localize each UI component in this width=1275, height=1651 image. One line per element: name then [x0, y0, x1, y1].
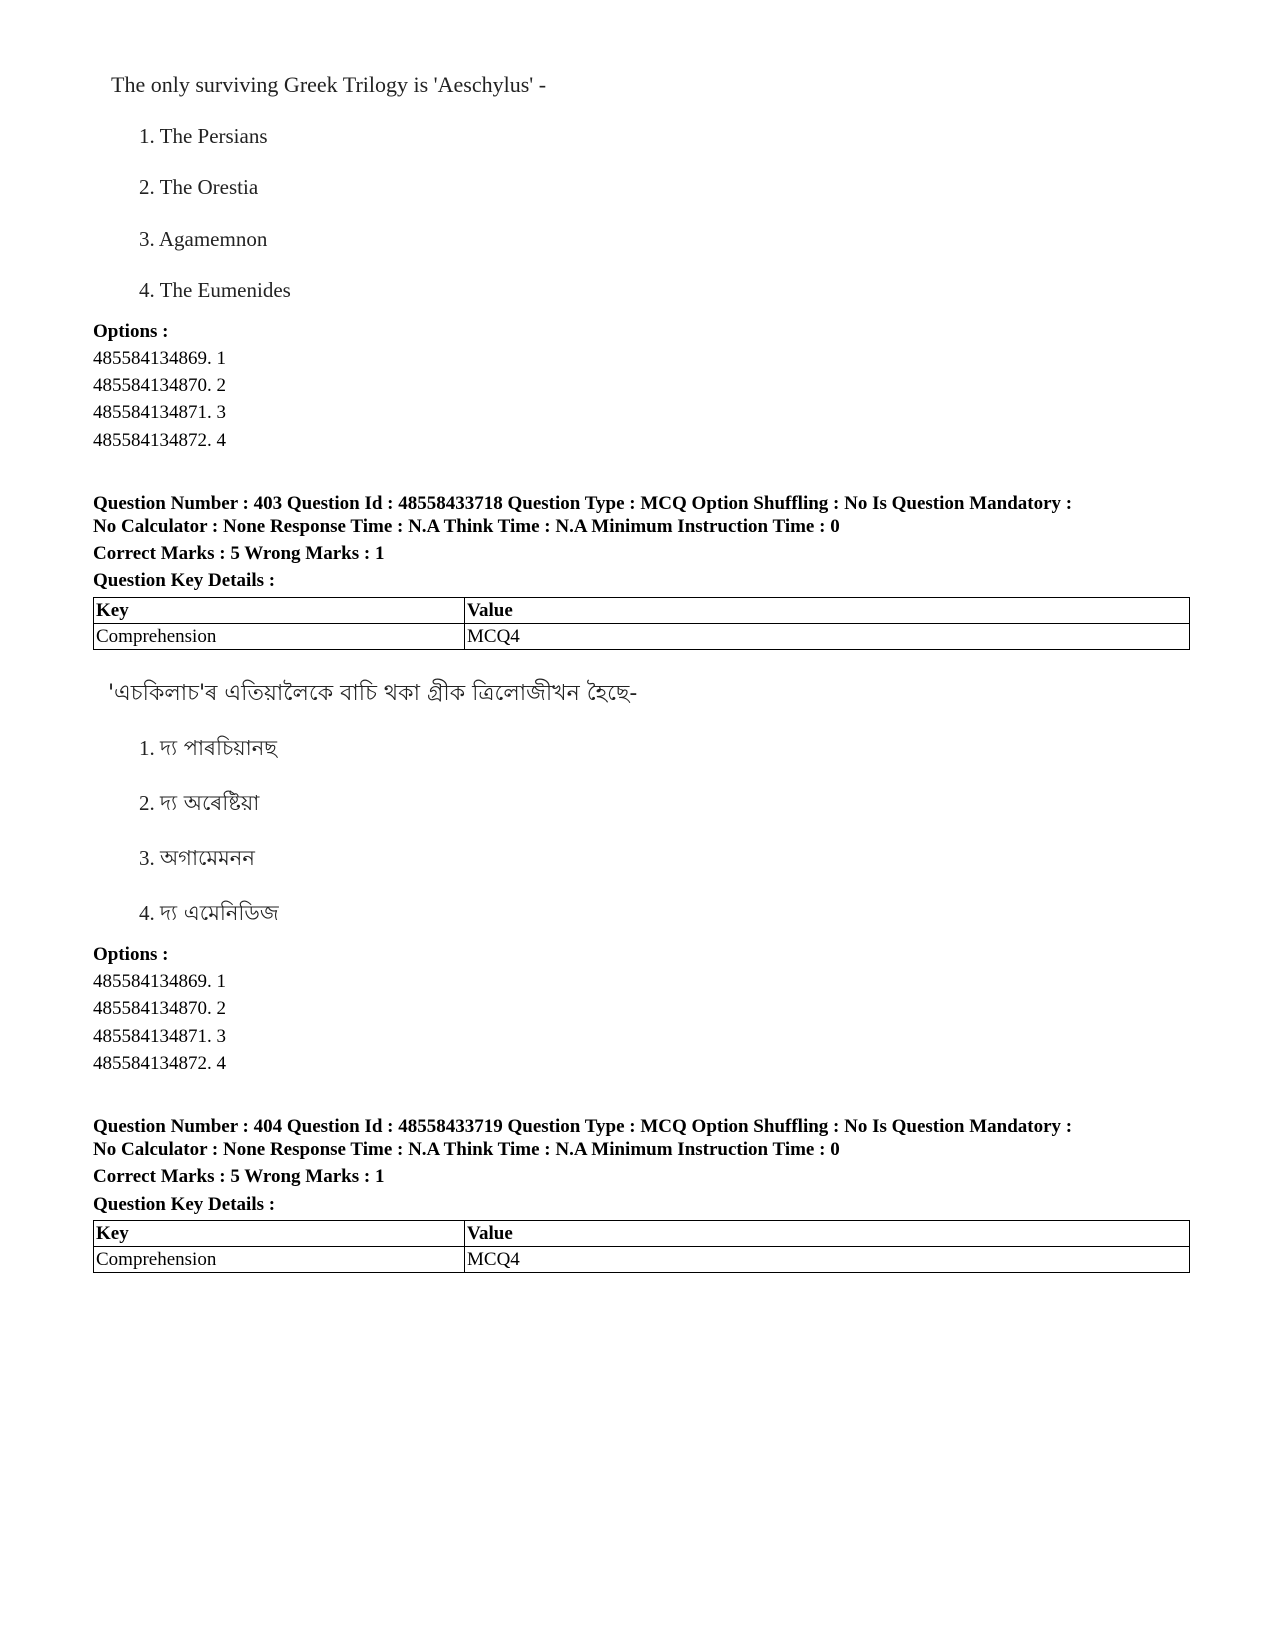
option-line: 485584134872. 4 — [93, 1053, 226, 1074]
option-line: 485584134871. 3 — [93, 1026, 226, 1047]
item-text: দ্য পাৰচিয়ানছ — [160, 736, 278, 760]
question-stem-assamese: 'এচকিলাচ'ৰ এতিয়ালৈকে বাচি থকা গ্ৰীক ত্ৰিলোজীখন হৈছে- — [108, 681, 638, 706]
table-header-value: Value — [465, 598, 1190, 624]
item-number: 3. — [139, 846, 155, 870]
question-item-2: 2. The Orestia — [139, 175, 259, 199]
options-label: Options : — [93, 944, 169, 965]
table-cell-value: MCQ4 — [465, 624, 1190, 650]
table-header-value: Value — [465, 1221, 1190, 1247]
marks-line: Correct Marks : 5 Wrong Marks : 1 — [93, 543, 385, 564]
question-item-3: 3. Agamemnon — [139, 227, 268, 251]
item-text: দ্য অৰেষ্টিয়া — [160, 791, 260, 815]
table-cell-key: Comprehension — [94, 1247, 465, 1273]
table-header-row — [94, 1221, 1190, 1247]
table-header-row — [94, 598, 1190, 624]
table-header-key: Key — [94, 1221, 465, 1247]
item-number: 2. — [139, 791, 155, 815]
question-meta-line-2: No Calculator : None Response Time : N.A Think Time : N.A Minimum Instruction Time : 0 — [93, 516, 840, 537]
key-details-label: Question Key Details : — [93, 1194, 276, 1215]
question-key-table — [93, 1220, 1190, 1273]
item-number: 1. — [139, 736, 155, 760]
table-cell-key: Comprehension — [94, 624, 465, 650]
option-line: 485584134872. 4 — [93, 430, 226, 451]
item-text: দ্য এমেনিডিজ — [160, 901, 279, 925]
table-row — [94, 624, 1190, 650]
option-line: 485584134871. 3 — [93, 402, 226, 423]
table-row — [94, 1247, 1190, 1273]
option-line: 485584134870. 2 — [93, 998, 226, 1019]
option-line: 485584134869. 1 — [93, 971, 226, 992]
marks-line: Correct Marks : 5 Wrong Marks : 1 — [93, 1166, 385, 1187]
question-item-3 — [139, 842, 255, 877]
question-item-4: 4. The Eumenides — [139, 278, 291, 302]
question-item-1: 1. The Persians — [139, 124, 268, 148]
option-line: 485584134869. 1 — [93, 348, 226, 369]
question-meta-line-1: Question Number : 404 Question Id : 48558433719 Question Type : MCQ Option Shuffling : No Is Question Mandatory : — [93, 1116, 1073, 1137]
options-label: Options : — [93, 321, 169, 342]
question-item-1 — [139, 732, 277, 767]
question-item-2 — [139, 787, 259, 822]
question-key-table — [93, 597, 1190, 650]
item-number: 4. — [139, 901, 155, 925]
option-line: 485584134870. 2 — [93, 375, 226, 396]
question-meta-line-1: Question Number : 403 Question Id : 48558433718 Question Type : MCQ Option Shuffling : No Is Question Mandatory : — [93, 493, 1073, 514]
question-item-4 — [139, 897, 279, 932]
table-cell-value: MCQ4 — [465, 1247, 1190, 1273]
key-details-label: Question Key Details : — [93, 570, 276, 591]
table-header-key: Key — [94, 598, 465, 624]
question-meta-line-2: No Calculator : None Response Time : N.A Think Time : N.A Minimum Instruction Time : 0 — [93, 1139, 840, 1160]
item-text: অগামেমনন — [160, 846, 255, 870]
question-stem-english: The only surviving Greek Trilogy is 'Aeschylus' - — [111, 72, 547, 97]
